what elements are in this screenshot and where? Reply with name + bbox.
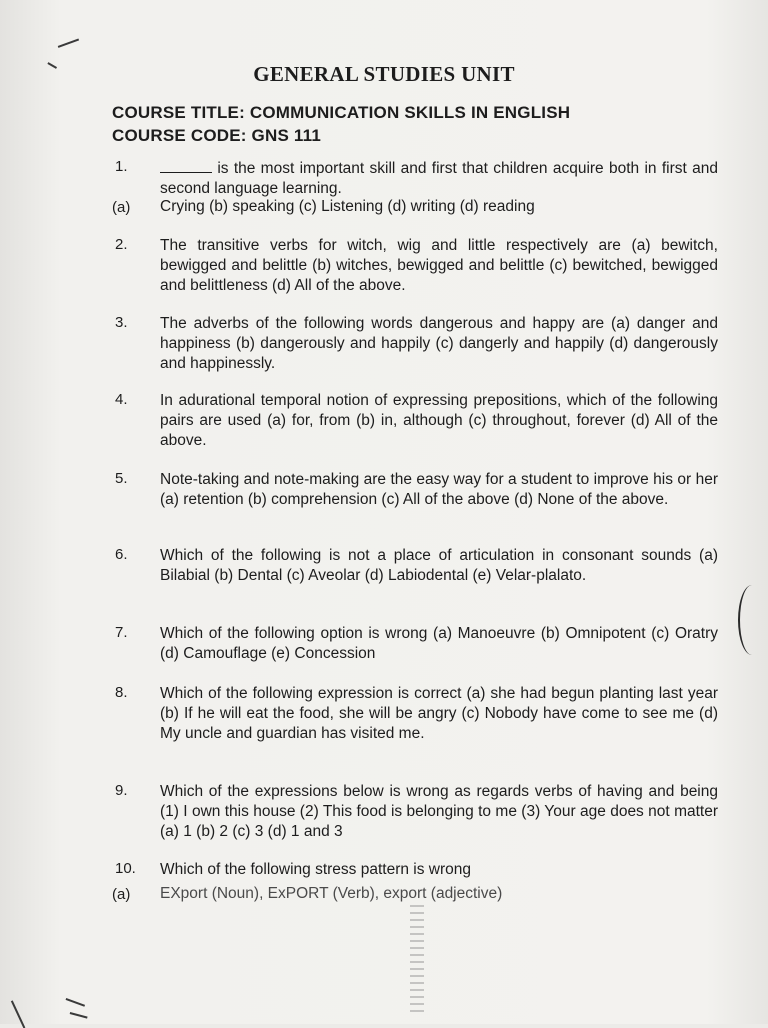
question-text: The transitive verbs for witch, wig and little respectively are (a) bewitch, bewigged and belittle (b) witches, bewigged and belittle (c) bewitched, bewigged and belittleness (d) All of the above. — [160, 237, 718, 294]
unit-title: GENERAL STUDIES UNIT — [253, 62, 515, 86]
question-number: 10. — [115, 860, 136, 877]
question-text: Which of the following expression is correct (a) she had begun planting last year (b) If he will eat the food, she will be angry (c) Nobody have come to see me (d) My uncle and guardian has visited me. — [160, 685, 718, 742]
question-number: 8. — [115, 684, 128, 701]
question-number: 6. — [115, 546, 128, 563]
question-text: The adverbs of the following words dangerous and happy are (a) danger and happiness (b) dangerously and happily (c) dangerly and happily (d) dangerously and happinessly. — [160, 315, 718, 372]
question-10-options: EXport (Noun), ExPORT (Verb), export (adjective) — [160, 885, 503, 902]
option-label: (a) — [112, 199, 131, 216]
question-number: 3. — [115, 314, 128, 331]
question-number: 5. — [115, 470, 128, 487]
scan-mark — [70, 1012, 88, 1018]
scan-noise — [410, 905, 424, 1015]
question-number: 2. — [115, 236, 128, 253]
scan-mark — [66, 998, 85, 1006]
question-text: Which of the following stress pattern is wrong — [160, 861, 471, 878]
question-text: Which of the following option is wrong (a) Manoeuvre (b) Omnipotent (c) Oratry (d) Camouflage (e) Concession — [160, 625, 718, 662]
question-text: Note-taking and note-making are the easy way for a student to improve his or her (a) retention (b) comprehension (c) All of the above (d) None of the above. — [160, 471, 718, 508]
question-number: 1. — [115, 158, 128, 175]
question-text: is the most important skill and first that children acquire both in first and second language learning. — [160, 160, 718, 197]
option-label: (a) — [112, 886, 131, 903]
course-code: COURSE CODE: GNS 111 — [112, 126, 322, 145]
question-number: 7. — [115, 624, 128, 641]
scan-mark — [58, 39, 79, 48]
question-number: 4. — [115, 391, 128, 408]
question-number: 9. — [115, 782, 128, 799]
question-text: Which of the following is not a place of articulation in consonant sounds (a) Bilabial (b) Dental (c) Aveolar (d) Labiodental (e) Velar-plalato. — [160, 547, 718, 584]
question-text: In adurational temporal notion of expressing prepositions, which of the following pairs are used (a) for, from (b) in, although (c) throughout, forever (d) All of the above. — [160, 392, 718, 449]
question-text: Which of the expressions below is wrong as regards verbs of having and being (1) I own this house (2) This food is belonging to me (3) Your age does not matter (a) 1 (b) 2 (c) 3 (d) 1 and 3 — [160, 783, 718, 840]
course-title: COURSE TITLE: COMMUNICATION SKILLS IN ENGLISH — [112, 103, 571, 122]
handwritten-bracket — [738, 585, 766, 655]
question-1-options: Crying (b) speaking (c) Listening (d) writing (d) reading — [160, 198, 535, 215]
answer-blank — [160, 158, 212, 173]
